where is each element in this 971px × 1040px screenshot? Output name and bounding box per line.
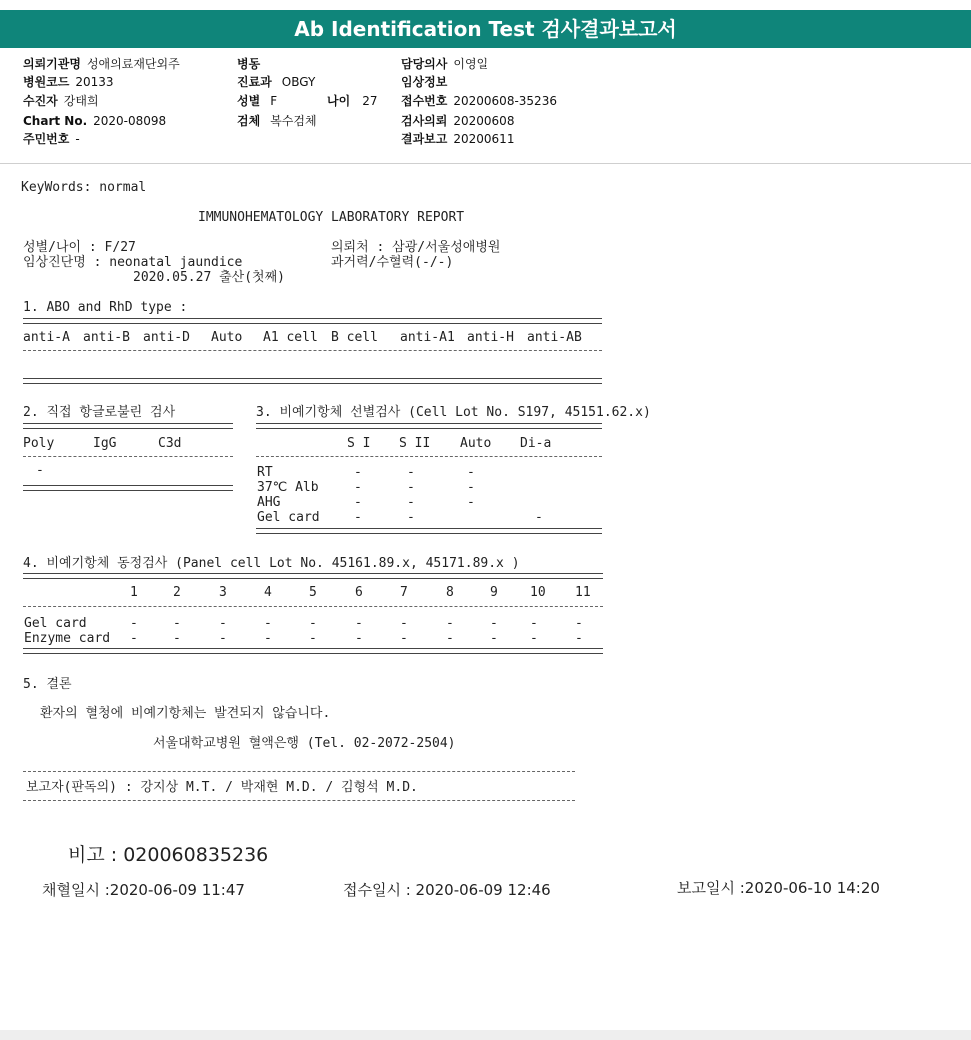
note-label: 비고 : (68, 844, 118, 866)
header-field (23, 56, 180, 72)
header-label: 결과보고 (401, 132, 448, 146)
header-field (23, 74, 114, 90)
abo-column-header: anti-D (143, 330, 190, 345)
header-value: 20200611 (453, 132, 515, 146)
dat-column-header: IgG (93, 436, 117, 451)
screen-column-header: S II (399, 436, 431, 451)
divider (23, 318, 602, 324)
panel-column-header: 6 (355, 585, 363, 600)
received-time: 접수일시 : 2020-06-09 12:46 (343, 881, 551, 899)
divider (23, 771, 575, 772)
screen-value: - (407, 480, 415, 495)
keywords: KeyWords: normal (21, 180, 147, 195)
diagnosis: 임상진단명 : neonatal jaundice (23, 255, 243, 270)
divider (23, 606, 603, 607)
header-divider (0, 163, 971, 164)
header-field (23, 131, 80, 147)
screen-value: - (407, 495, 415, 510)
screen-value: - (467, 465, 475, 480)
abo-column-header: anti-A (23, 330, 70, 345)
screen-row-label: AHG (257, 495, 281, 510)
abo-column-header: anti-B (83, 330, 130, 345)
header-label: 검체 (237, 114, 261, 128)
abo-column-header: anti-A1 (400, 330, 455, 345)
panel-value: - (309, 631, 317, 646)
header-value: F (270, 94, 278, 108)
header-field-age (327, 93, 377, 109)
panel-column-header: 8 (446, 585, 454, 600)
header-label: 병동 (237, 57, 261, 71)
report-title-bar (0, 10, 971, 48)
header-value: 강태희 (63, 94, 99, 108)
header-value: 20200608 (453, 114, 515, 128)
header-field (23, 93, 99, 109)
panel-column-header: 3 (219, 585, 227, 600)
abo-column-header: A1 cell (263, 330, 318, 345)
panel-column-header: 2 (173, 585, 181, 600)
panel-column-header: 5 (309, 585, 317, 600)
collected-time: 채혈일시 :2020-06-09 11:47 (42, 881, 245, 899)
header-field (23, 113, 166, 129)
header-label: 검사의뢰 (401, 114, 448, 128)
header-field (237, 74, 315, 90)
panel-value: - (530, 631, 538, 646)
screen-column-header: S I (347, 436, 371, 451)
screen-column-header: Auto (460, 436, 492, 451)
screen-row-label: RT (257, 465, 273, 480)
panel-value: - (264, 631, 272, 646)
header-value: 20133 (75, 75, 114, 89)
lab-report-title: IMMUNOHEMATOLOGY LABORATORY REPORT (198, 210, 465, 225)
sec3-title: 3. 비예기항체 선별검사 (Cell Lot No. S197, 45151.62.x) (256, 405, 651, 420)
reporter: 보고자(판독의) : 강지상 M.T. / 박재현 M.D. / 김형석 M.D. (26, 780, 418, 795)
header-label: 수진자 (23, 94, 58, 108)
report-title: Ab Identification Test 검사결과보고서 (294, 17, 677, 41)
sec5-title: 5. 결론 (23, 677, 72, 692)
header-value: 이영일 (453, 57, 489, 71)
panel-value: - (446, 631, 454, 646)
note (68, 840, 268, 867)
panel-value: - (355, 631, 363, 646)
header-field (237, 93, 277, 109)
panel-column-header: 11 (575, 585, 591, 600)
screen-row-label: Gel card (257, 510, 320, 525)
panel-value: - (173, 631, 181, 646)
panel-row-label: Gel card (24, 616, 87, 631)
header-label: 진료과 (237, 75, 272, 89)
sec2-title: 2. 직접 항글로불린 검사 (23, 405, 176, 420)
header-value: 27 (362, 94, 378, 108)
panel-value: - (355, 616, 363, 631)
divider (256, 423, 602, 429)
panel-value: - (575, 616, 583, 631)
dat-column-header: C3d (158, 436, 182, 451)
screen-value: - (354, 495, 362, 510)
header-value: 20200608-35236 (453, 94, 557, 108)
screen-column-header: Di-a (520, 436, 552, 451)
reported-time: 보고일시 :2020-06-10 14:20 (677, 879, 880, 897)
abo-column-header: anti-AB (527, 330, 582, 345)
panel-value: - (219, 616, 227, 631)
panel-column-header: 10 (530, 585, 546, 600)
screen-row-label: 37℃ Alb (257, 480, 319, 495)
header-value: 복수검체 (270, 114, 317, 128)
header-label: 나이 (327, 94, 351, 108)
conclusion-text: 환자의 혈청에 비예기항체는 발견되지 않습니다. (40, 706, 331, 721)
note-value: 020060835236 (123, 844, 269, 866)
abo-column-header: Auto (211, 330, 243, 345)
abo-column-header: anti-H (467, 330, 514, 345)
panel-value: - (490, 616, 498, 631)
panel-column-header: 1 (130, 585, 138, 600)
sec4-title: 4. 비예기항체 동정검사 (Panel cell Lot No. 45161.89.x, 45171.89.x ) (23, 556, 520, 571)
divider (23, 573, 603, 579)
panel-value: - (400, 631, 408, 646)
panel-value: - (400, 616, 408, 631)
panel-value: - (446, 616, 454, 631)
panel-column-header: 9 (490, 585, 498, 600)
header-label: 병원코드 (23, 75, 70, 89)
panel-value: - (264, 616, 272, 631)
screen-value: - (467, 480, 475, 495)
divider (23, 800, 575, 801)
header-field (237, 113, 317, 129)
divider (23, 485, 233, 491)
panel-value: - (219, 631, 227, 646)
abo-column-header: B cell (331, 330, 378, 345)
header-field (401, 113, 514, 129)
panel-value: - (130, 616, 138, 631)
header-label: 접수번호 (401, 94, 448, 108)
divider (23, 378, 602, 384)
screen-value: - (407, 465, 415, 480)
referral: 의뢰처 : 삼광/서울성애병원 (331, 240, 501, 255)
panel-value: - (575, 631, 583, 646)
panel-column-header: 4 (264, 585, 272, 600)
divider (256, 528, 602, 534)
header-label: Chart No. (23, 114, 88, 128)
header-label: 담당의사 (401, 57, 448, 71)
header-label: 성별 (237, 94, 261, 108)
history: 과거력/수혈력(-/-) (331, 255, 454, 270)
header-value: 2020-08098 (93, 114, 167, 128)
panel-value: - (490, 631, 498, 646)
header-label: 임상정보 (401, 75, 448, 89)
header-value: OBGY (281, 75, 316, 89)
divider (256, 456, 602, 457)
blood-bank-contact: 서울대학교병원 혈액은행 (Tel. 02-2072-2504) (153, 736, 456, 751)
header-field (401, 131, 514, 147)
divider (23, 648, 603, 654)
panel-row-label: Enzyme card (24, 631, 111, 646)
header-field (401, 93, 557, 109)
screen-value: - (354, 480, 362, 495)
divider (23, 423, 233, 429)
sex-age: 성별/나이 : F/27 (23, 240, 136, 255)
header-label: 의뢰기관명 (23, 57, 81, 71)
panel-column-header: 7 (400, 585, 408, 600)
header-label: 주민번호 (23, 132, 70, 146)
dat-column-header: Poly (23, 436, 55, 451)
dat-value: - (36, 463, 44, 478)
header-value: 성애의료재단외주 (86, 57, 180, 71)
screen-value: - (467, 495, 475, 510)
screen-value: - (354, 465, 362, 480)
panel-value: - (130, 631, 138, 646)
header-field (401, 56, 488, 72)
header-field (237, 56, 270, 72)
sec1-title: 1. ABO and RhD type : (23, 300, 188, 315)
diagnosis-date: 2020.05.27 출산(첫째) (133, 270, 285, 285)
panel-value: - (173, 616, 181, 631)
screen-value: - (354, 510, 362, 525)
screen-value: - (535, 510, 543, 525)
panel-value: - (530, 616, 538, 631)
bottom-scroll-strip (0, 1030, 971, 1040)
panel-value: - (309, 616, 317, 631)
header-field (401, 74, 453, 90)
divider (23, 350, 602, 351)
screen-value: - (407, 510, 415, 525)
header-value: - (75, 132, 80, 146)
divider (23, 456, 233, 457)
